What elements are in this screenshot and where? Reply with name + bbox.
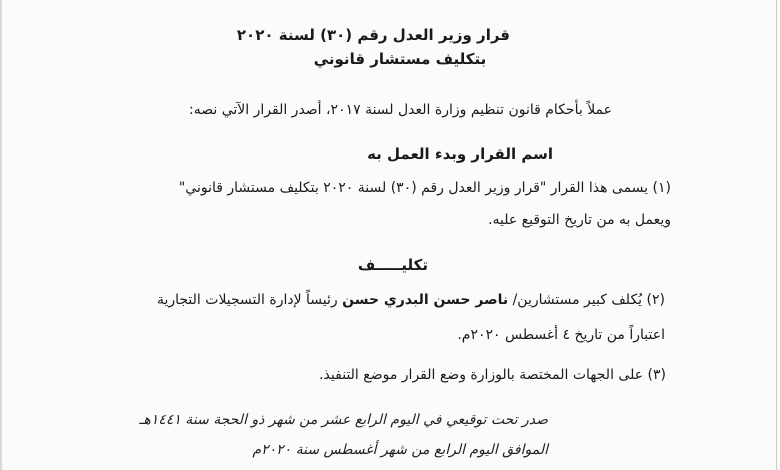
article-1 bbox=[179, 180, 671, 196]
signature-date-gregorian: الموافق اليوم الرابع من شهر أغسطس سنة ٢٠٢٠م bbox=[252, 442, 548, 458]
decree-subtitle: بتكليف مستشار قانوني bbox=[313, 50, 487, 68]
article-3 bbox=[319, 367, 666, 383]
signature-date-hijri: صدر تحت توقيعي في اليوم الرابع عشر من شهر ذو الحجة سنة ١٤٤١هـ bbox=[139, 412, 548, 428]
article-3-number: (٣) bbox=[647, 367, 666, 383]
article-1-text: يسمى هذا القرار "قرار وزير العدل رقم (٣٠) لسنة ٢٠٢٠ بتكليف مستشار قانوني" bbox=[178, 180, 649, 196]
article-3-text: على الجهات المختصة بالوزارة وضع القرار موضع التنفيذ. bbox=[319, 367, 644, 383]
decree-preamble: عملاً بأحكام قانون تنظيم وزارة العدل لسنة ٢٠١٧، أصدر القرار الآتي نصه: bbox=[189, 102, 612, 118]
article-1-number: (١) bbox=[652, 180, 671, 196]
article-2-prefix: يُكلف كبير مستشارين/ bbox=[512, 292, 643, 308]
section-heading-name: اسم القرار وبدء العمل به bbox=[367, 145, 553, 163]
article-1-continuation: ويعمل به من تاريخ التوقيع عليه. bbox=[488, 212, 671, 228]
article-2-number: (٢) bbox=[646, 292, 665, 308]
article-2 bbox=[157, 292, 665, 308]
article-2-continuation: اعتباراً من تاريخ ٤ أغسطس ٢٠٢٠م. bbox=[457, 327, 665, 343]
section-heading-assignment: تكليـــــف bbox=[357, 256, 428, 274]
page-edge-right bbox=[776, 0, 777, 470]
appointee-name: ناصر حسن البدري حسن bbox=[342, 292, 509, 308]
article-2-suffix: رئيساً لإدارة التسجيلات التجارية bbox=[156, 292, 338, 308]
decree-title: قرار وزير العدل رقم (٣٠) لسنة ٢٠٢٠ bbox=[236, 26, 510, 44]
page-edge-left bbox=[0, 0, 2, 470]
